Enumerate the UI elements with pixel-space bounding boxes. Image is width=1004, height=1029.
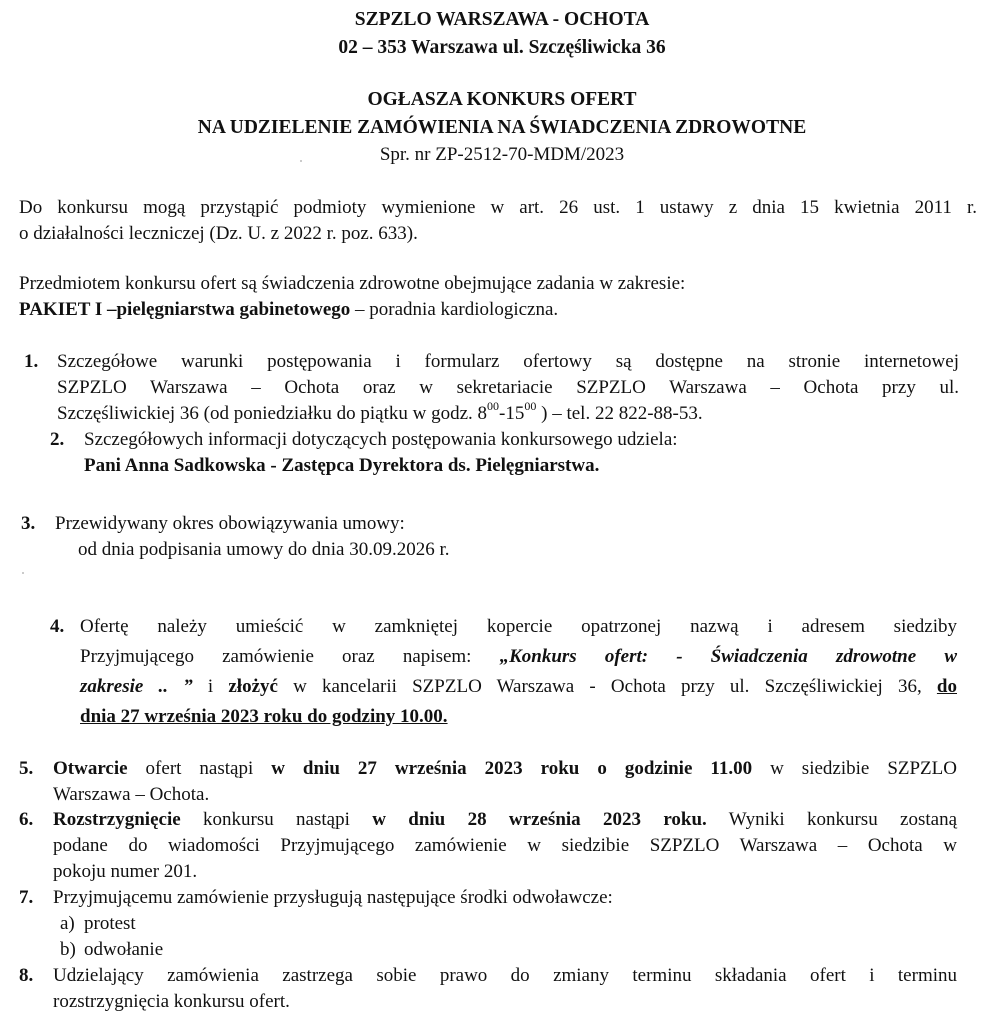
org-name: SZPZLO WARSZAWA - OCHOTA xyxy=(354,9,650,30)
package-name: PAKIET I –pielęgniarstwa gabinetowego xyxy=(19,299,351,320)
hours-text-2: -15 xyxy=(499,403,525,424)
resolution-date: w dniu 28 września 2023 roku. xyxy=(372,809,707,830)
item-4-line-2 xyxy=(80,645,957,669)
submission-deadline: dnia 27 września 2023 roku do godziny 10.00. xyxy=(80,706,448,727)
item-4-number: 4. xyxy=(50,616,65,637)
announcement-subtitle: NA UDZIELENIE ZAMÓWIENIA NA ŚWIADCZENIA ZDROWOTNE xyxy=(197,117,807,138)
office-text: w kancelarii SZPZLO Warszawa - Ochota przy ul. Szczęśliwickiej 36, xyxy=(277,676,937,697)
remedy-a-label: a) xyxy=(60,913,75,934)
item-6-number: 6. xyxy=(19,809,34,830)
hours-sup-2: 00 xyxy=(524,398,537,413)
item-2-line-1: Szczegółowych informacji dotyczących postępowania konkursowego udziela: xyxy=(84,429,678,450)
scan-speck-2 xyxy=(22,572,24,574)
item-4-line-1: Ofertę należy umieścić w zamkniętej kopercie opatrzonej nazwą i adresem siedziby xyxy=(80,616,957,637)
remedy-a-text: protest xyxy=(84,913,136,934)
item-6-line-2: podane do wiadomości Przyjmującego zamówienie w siedzibie SZPZLO Warszawa – Ochota w xyxy=(53,835,957,856)
scan-speck xyxy=(300,160,302,162)
item-5-number: 5. xyxy=(19,758,34,779)
item-1-line-3 xyxy=(57,398,703,426)
envelope-label: „Konkurs ofert: - Świadczenia zdrowotne w xyxy=(499,646,957,667)
package-detail: – poradnia kardiologiczna. xyxy=(350,299,559,320)
resolution-label: Rozstrzygnięcie xyxy=(53,809,181,830)
envelope-label-end: zakresie .. ” xyxy=(80,676,193,697)
deadline-start: do xyxy=(936,676,957,697)
org-address: 02 – 353 Warszawa ul. Szczęśliwicka 36 xyxy=(338,37,666,58)
hours-text: Szczęśliwickiej 36 (od poniedziałku do piątku w godz. 8 xyxy=(57,403,488,424)
case-number: Spr. nr ZP-2512-70-MDM/2023 xyxy=(379,144,625,165)
item-7-line-1: Przyjmującemu zamówienie przysługują następujące środki odwoławcze: xyxy=(53,887,613,908)
intro-line-1: Do konkursu mogą przystąpić podmioty wymienione w art. 26 ust. 1 ustawy z dnia 15 kwietnia 2011 r. xyxy=(19,197,977,218)
item-5-line-1 xyxy=(53,757,957,781)
item-3-number: 3. xyxy=(21,513,36,534)
remedy-b-text: odwołanie xyxy=(84,939,164,960)
remedy-b-label: b) xyxy=(60,939,76,960)
item-4-text: Przyjmującego zamówienie oraz napisem: xyxy=(80,646,500,667)
item-4-line-3 xyxy=(80,675,957,699)
phone-text: ) – tel. 22 822-88-53. xyxy=(536,403,703,424)
opening-text: ofert nastąpi xyxy=(127,758,272,779)
intro-line-2: o działalności leczniczej (Dz. U. z 2022 r. poz. 633). xyxy=(19,223,418,244)
hours-sup-1: 00 xyxy=(487,398,500,413)
opening-date: w dniu 27 września 2023 roku o godzinie 11.00 xyxy=(271,758,753,779)
opening-place: w siedzibie SZPZLO xyxy=(752,758,957,779)
opening-label: Otwarcie xyxy=(53,758,128,779)
item-1-line-1: Szczegółowe warunki postępowania i formularz ofertowy są dostępne na stronie internetowej xyxy=(57,351,959,372)
item-8-line-1: Udzielający zamówienia zastrzega sobie prawo do zmiany terminu składania ofert i terminu xyxy=(53,965,957,986)
announcement-title: OGŁASZA KONKURS OFERT xyxy=(367,89,637,110)
item-1-line-2: SZPZLO Warszawa – Ochota oraz w sekretariacie SZPZLO Warszawa – Ochota przy ul. xyxy=(57,377,959,398)
item-5-line-2: Warszawa – Ochota. xyxy=(53,784,210,805)
results-text: Wyniki konkursu zostaną xyxy=(706,809,958,830)
item-6-line-1 xyxy=(53,808,957,832)
subject-line xyxy=(19,272,685,296)
submit-verb: złożyć xyxy=(228,676,278,697)
item-3-line-2: od dnia podpisania umowy do dnia 30.09.2026 r. xyxy=(78,539,450,560)
item-2-number: 2. xyxy=(50,429,65,450)
package-line xyxy=(19,298,558,322)
item-8-line-2: rozstrzygnięcia konkursu ofert. xyxy=(53,991,290,1012)
item-1-number: 1. xyxy=(24,351,39,372)
item-3-line-1: Przewidywany okres obowiązywania umowy: xyxy=(55,513,405,534)
item-7-number: 7. xyxy=(19,887,34,908)
resolution-text: konkursu nastąpi xyxy=(180,809,373,830)
item-6-line-3: pokoju numer 201. xyxy=(53,861,198,882)
conj: i xyxy=(192,676,229,697)
item-8-number: 8. xyxy=(19,965,34,986)
contact-person: Pani Anna Sadkowska - Zastępca Dyrektora ds. Pielęgniarstwa. xyxy=(84,455,600,476)
subject-text: Przedmiotem konkursu ofert są świadczenia zdrowotne obejmujące zadania w zakresie: xyxy=(19,273,686,294)
